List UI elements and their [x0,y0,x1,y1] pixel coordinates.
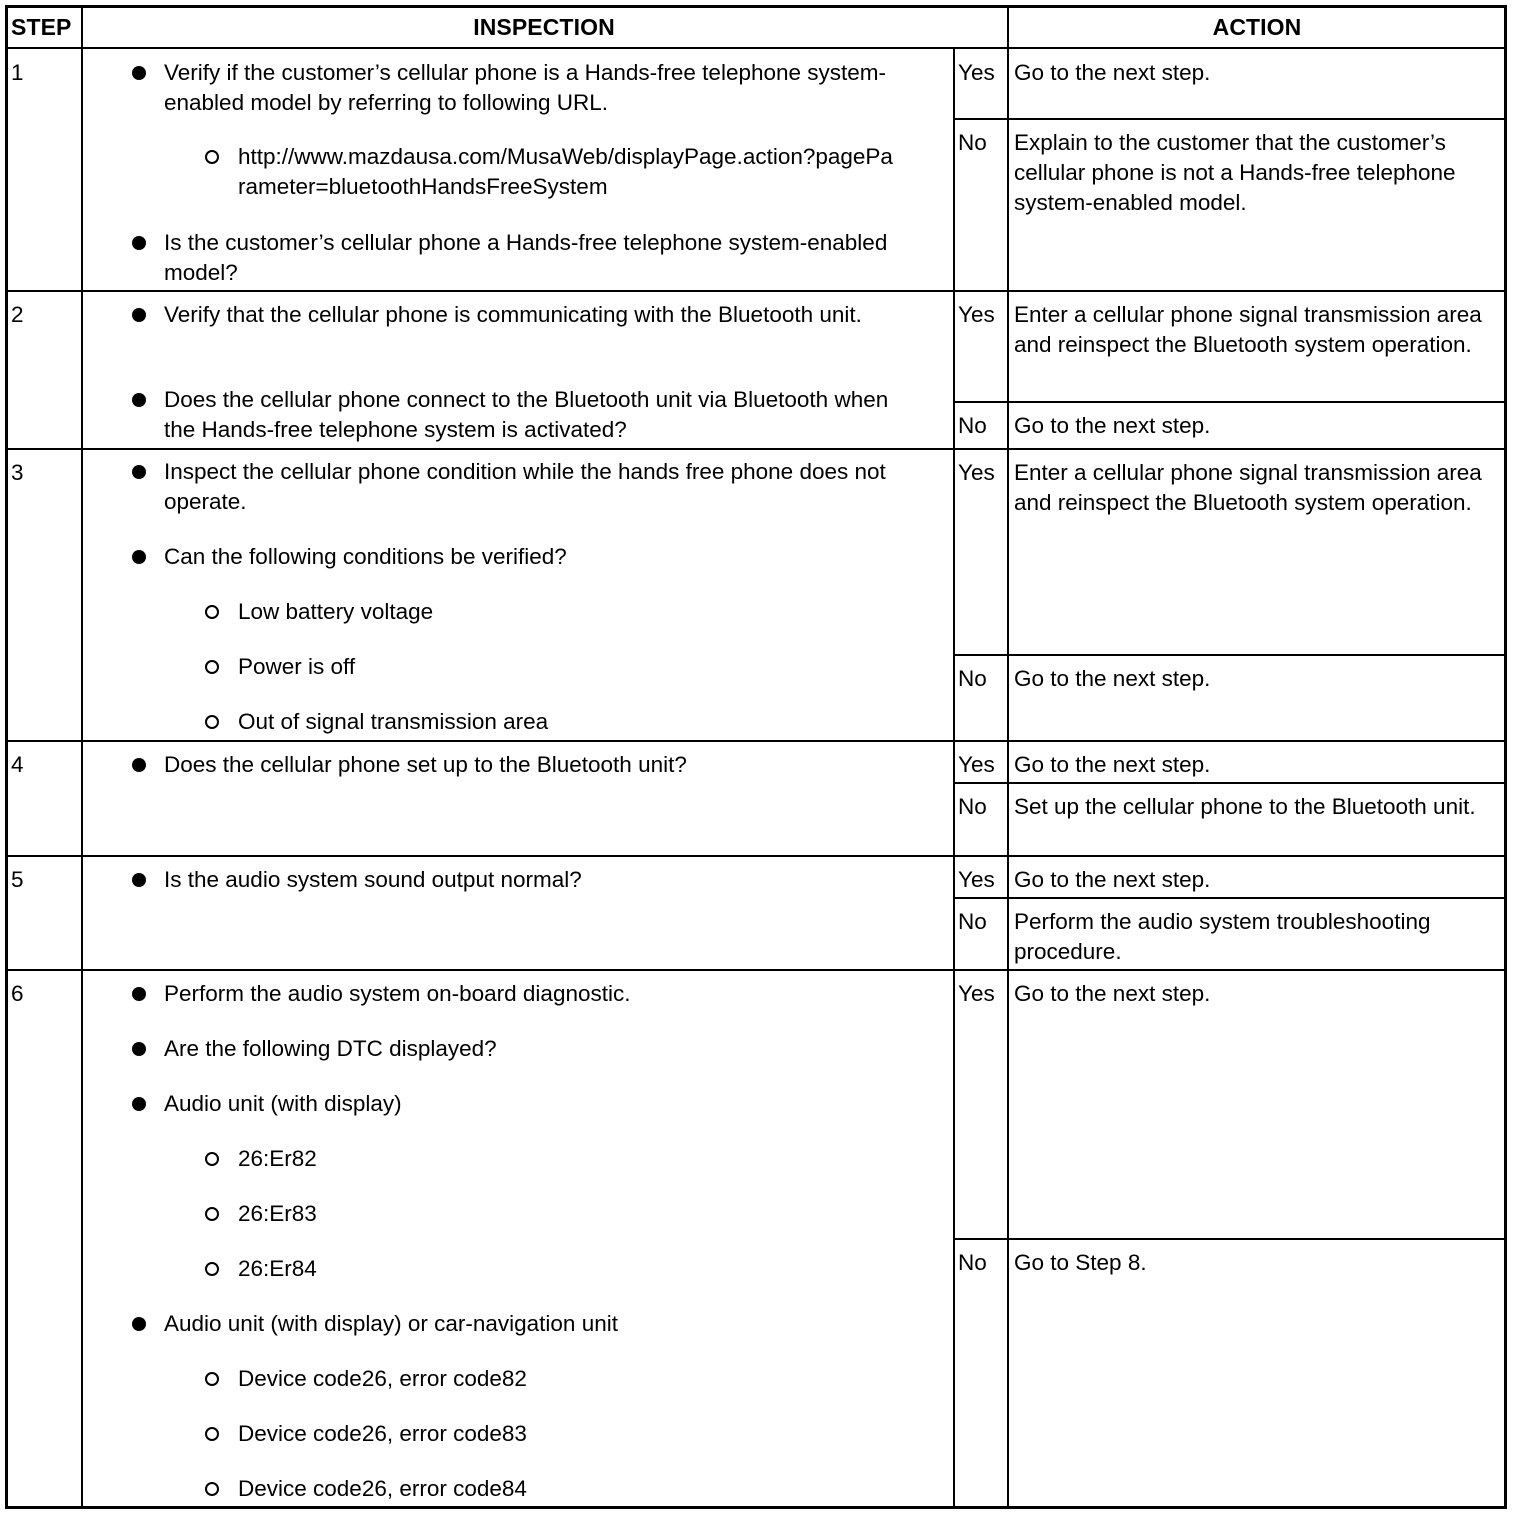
inspection-subtext: Device code26, error code83 [238,1421,527,1446]
inspection-text: Perform the audio system on-board diagnostic. [164,981,631,1006]
row-divider [953,654,1506,656]
yes-action: Go to the next step. [1014,867,1211,892]
column-divider [953,448,955,740]
yes-label: Yes [958,981,995,1006]
inspection-text: Are the following DTC displayed? [164,1036,497,1061]
bullet-icon [132,1317,146,1331]
inspection-subtext: Out of signal transmission area [238,709,549,734]
column-divider [953,740,955,855]
step-number: 2 [11,302,24,327]
header-inspection: INSPECTION [473,14,615,40]
column-divider [1007,290,1009,448]
column-divider [1007,48,1009,290]
row-divider [6,290,1506,292]
yes-label: Yes [958,302,995,327]
row-divider [6,740,1506,742]
no-action: Go to the next step. [1014,413,1211,438]
step-number: 6 [11,981,24,1006]
bullet-icon [132,550,146,564]
yes-label: Yes [958,60,995,85]
bullet-icon [132,1042,146,1056]
row-divider [953,118,1506,120]
yes-label: Yes [958,460,995,485]
yes-action: Go to the next step. [1014,981,1211,1006]
bullet-icon [132,987,146,1001]
column-divider [1007,6,1009,48]
column-divider [953,48,955,290]
sub-bullet-icon [205,150,219,164]
yes-action: Enter a cellular phone signal transmission area and reinspect the Bluetooth system operation. [1014,302,1482,357]
sub-bullet-icon [205,1482,219,1496]
sub-bullet-icon [205,1372,219,1386]
inspection-text: Verify that the cellular phone is communicating with the Bluetooth unit. [164,302,862,327]
row-divider [953,1238,1506,1240]
inspection-text: Verify if the customer’s cellular phone is a Hands-free telephone system-enabled model by referring to following URL. [164,60,887,115]
inspection-text: Audio unit (with display) [164,1091,402,1116]
row-divider [953,897,1506,899]
header-action: ACTION [1212,14,1302,40]
column-divider [953,290,955,448]
step-number: 4 [11,752,24,777]
yes-action: Enter a cellular phone signal transmission area and reinspect the Bluetooth system operation. [1014,460,1482,515]
inspection-text: Can the following conditions be verified? [164,544,567,569]
no-label: No [958,794,987,819]
inspection-subtext: 26:Er83 [238,1201,317,1226]
inspection-text: Does the cellular phone connect to the Bluetooth unit via Bluetooth when the Hands-free telephone system is activated? [164,387,889,442]
inspection-subtext: 26:Er82 [238,1146,317,1171]
no-label: No [958,130,987,155]
bullet-icon [132,236,146,250]
no-label: No [958,666,987,691]
step-number: 3 [11,460,24,485]
no-label: No [958,909,987,934]
no-action: Perform the audio system troubleshooting procedure. [1014,909,1431,964]
row-divider [6,47,1506,49]
step-number: 5 [11,867,24,892]
no-action: Explain to the customer that the customer’s cellular phone is not a Hands-free telephone system-enabled model. [1014,130,1456,215]
sub-bullet-icon [205,660,219,674]
bullet-icon [132,393,146,407]
sub-bullet-icon [205,1427,219,1441]
no-label: No [958,1250,987,1275]
column-divider [1007,855,1009,969]
yes-action: Go to the next step. [1014,60,1211,85]
yes-action: Go to the next step. [1014,752,1211,777]
header-step: STEP [11,14,72,40]
column-divider [1007,740,1009,855]
no-action: Set up the cellular phone to the Bluetooth unit. [1014,794,1476,819]
inspection-text: Audio unit (with display) or car-navigation unit [164,1311,618,1336]
row-divider [6,969,1506,971]
inspection-subtext: Power is off [238,654,356,679]
inspection-subtext: 26:Er84 [238,1256,317,1281]
inspection-text: Does the cellular phone set up to the Bluetooth unit? [164,752,687,777]
sub-bullet-icon [205,1262,219,1276]
bullet-icon [132,308,146,322]
no-action: Go to Step 8. [1014,1250,1147,1275]
column-divider [953,855,955,969]
no-label: No [958,413,987,438]
sub-bullet-icon [205,605,219,619]
sub-bullet-icon [205,1152,219,1166]
row-divider [953,782,1506,784]
row-divider [953,401,1506,403]
row-divider [6,855,1506,857]
inspection-subtext: http://www.mazdausa.com/MusaWeb/displayPage.action?pageParameter=bluetoothHandsFreeSystem [238,144,893,199]
column-divider [1007,448,1009,740]
bullet-icon [132,465,146,479]
inspection-text: Inspect the cellular phone condition while the hands free phone does not operate. [164,459,886,514]
yes-label: Yes [958,752,995,777]
yes-label: Yes [958,867,995,892]
bullet-icon [132,758,146,772]
inspection-subtext: Device code26, error code84 [238,1476,527,1501]
column-divider [81,6,83,1508]
bullet-icon [132,873,146,887]
bullet-icon [132,1097,146,1111]
row-divider [6,448,1506,450]
no-action: Go to the next step. [1014,666,1211,691]
step-number: 1 [11,60,24,85]
inspection-text: Is the audio system sound output normal? [164,867,582,892]
inspection-text: Is the customer’s cellular phone a Hands-free telephone system-enabled model? [164,230,888,285]
sub-bullet-icon [205,715,219,729]
inspection-subtext: Low battery voltage [238,599,434,624]
bullet-icon [132,66,146,80]
inspection-subtext: Device code26, error code82 [238,1366,527,1391]
sub-bullet-icon [205,1207,219,1221]
